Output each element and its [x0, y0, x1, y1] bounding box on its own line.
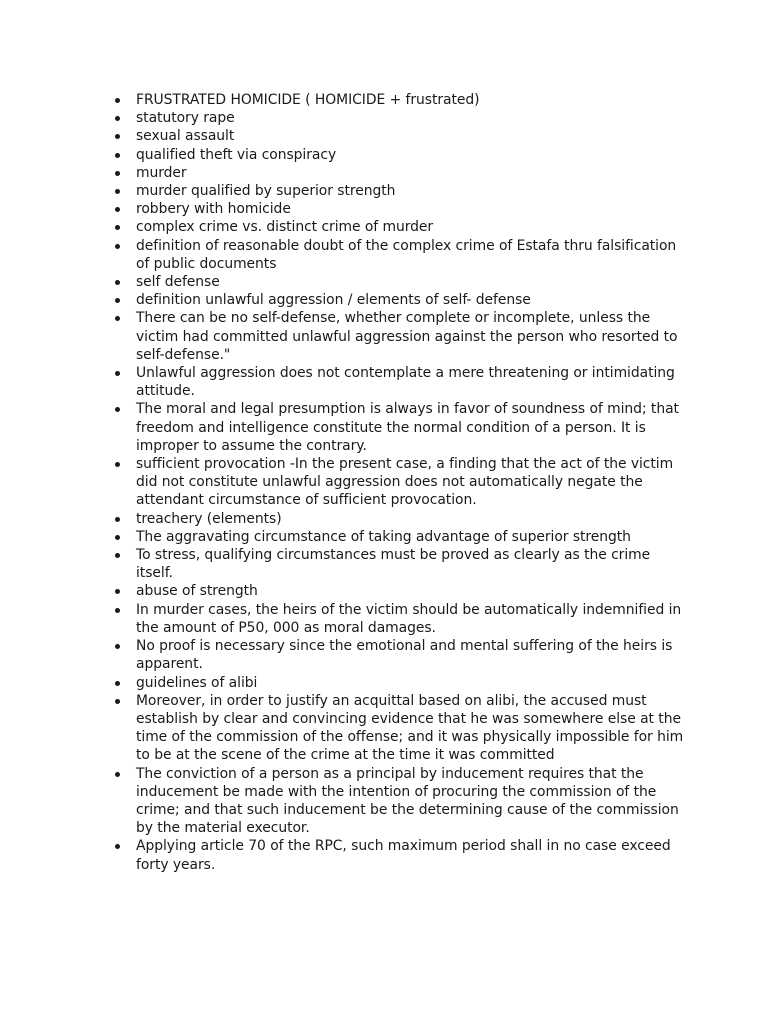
list-item-text: To stress, qualifying circumstances must be proved as clearly as the crime itself. — [136, 547, 651, 582]
list-item — [136, 637, 684, 673]
bullet-icon — [115, 644, 120, 649]
list-item — [136, 528, 684, 546]
list-item — [136, 237, 684, 273]
list-item-text: Moreover, in order to justify an acquittal based on alibi, the accused must establish by clear and convincing evidence that he was somewhere else at the time of the commission of the offense; and it was physically impossible for him to be at the scene of the crime at the time it was committed — [136, 692, 684, 764]
bullet-icon — [115, 134, 120, 139]
bullet-icon — [115, 207, 120, 212]
list-item-text: murder — [136, 164, 187, 181]
list-item — [136, 582, 684, 600]
bullet-icon — [115, 608, 120, 613]
bullet-icon — [115, 189, 120, 194]
list-item — [136, 164, 684, 182]
list-item — [136, 182, 684, 200]
list-item — [136, 91, 684, 109]
list-item — [136, 109, 684, 127]
list-item-text: murder qualified by superior strength — [136, 183, 396, 200]
list-item-text: No proof is necessary since the emotional and mental suffering of the heirs is apparent. — [136, 638, 673, 673]
bullet-icon — [115, 98, 120, 103]
list-item-text: The conviction of a person as a principal by inducement requires that the inducement be made with the intention of procuring the commission of the crime; and that such inducement be the determining cause of the commission by the material executor. — [136, 765, 679, 837]
list-item-text: definition of reasonable doubt of the complex crime of Estafa thru falsification of public documents — [136, 237, 677, 272]
bullet-icon — [115, 298, 120, 303]
list-item-text: sufficient provocation -In the present case, a finding that the act of the victim did not constitute unlawful aggression does not automatically negate the attendant circumstance of sufficient provocation. — [136, 456, 674, 509]
list-item — [136, 692, 684, 765]
list-item-text: qualified theft via conspiracy — [136, 146, 337, 163]
bullet-icon — [115, 517, 120, 522]
list-item-text: robbery with homicide — [136, 201, 291, 218]
list-item-text: In murder cases, the heirs of the victim should be automatically indemnified in the amount of P50, 000 as moral damages. — [136, 601, 682, 636]
bullet-icon — [115, 280, 120, 285]
list-item — [136, 218, 684, 236]
list-item — [136, 601, 684, 637]
bullet-icon — [115, 316, 120, 321]
list-item — [136, 200, 684, 218]
list-item-text: definition unlawful aggression / elements of self- defense — [136, 292, 531, 309]
list-item-text: Applying article 70 of the RPC, such maximum period shall in no case exceed forty years. — [136, 838, 671, 873]
bullet-icon — [115, 244, 120, 249]
list-item-text: guidelines of alibi — [136, 674, 258, 691]
list-item-text: treachery (elements) — [136, 510, 282, 527]
bullet-icon — [115, 589, 120, 594]
bullet-icon — [115, 407, 120, 412]
list-item-text: abuse of strength — [136, 583, 258, 600]
list-item — [136, 546, 684, 582]
list-item — [136, 127, 684, 145]
list-item — [136, 273, 684, 291]
list-item-text: The aggravating circumstance of taking advantage of superior strength — [136, 528, 631, 545]
bullet-icon — [115, 371, 120, 376]
bullet-icon — [115, 553, 120, 558]
bullet-list — [0, 91, 684, 874]
list-item — [136, 455, 684, 510]
list-item-text: complex crime vs. distinct crime of murder — [136, 219, 434, 236]
list-item-text: The moral and legal presumption is always in favor of soundness of mind; that freedom and intelligence constitute the normal condition of a person. It is improper to assume the contrary. — [136, 401, 679, 454]
list-item — [136, 837, 684, 873]
bullet-icon — [115, 844, 120, 849]
list-item-text: sexual assault — [136, 128, 235, 145]
bullet-icon — [115, 681, 120, 686]
list-item-text: statutory rape — [136, 110, 235, 127]
list-item — [136, 400, 684, 455]
list-item-text: There can be no self-defense, whether complete or incomplete, unless the victim had committed unlawful aggression against the person who resorted to self-defense." — [136, 310, 678, 363]
list-item — [136, 765, 684, 838]
bullet-icon — [115, 535, 120, 540]
list-item-text: FRUSTRATED HOMICIDE ( HOMICIDE + frustrated) — [136, 92, 480, 108]
list-item-text: self defense — [136, 274, 220, 291]
list-item — [136, 674, 684, 692]
list-item-text: Unlawful aggression does not contemplate a mere threatening or intimidating attitude. — [136, 365, 675, 400]
bullet-icon — [115, 171, 120, 176]
bullet-icon — [115, 699, 120, 704]
list-item — [136, 291, 684, 309]
list-item — [136, 309, 684, 364]
list-item — [136, 510, 684, 528]
bullet-icon — [115, 772, 120, 777]
list-item — [136, 364, 684, 400]
list-item — [136, 146, 684, 164]
bullet-icon — [115, 116, 120, 121]
bullet-icon — [115, 462, 120, 467]
bullet-icon — [115, 225, 120, 230]
bullet-icon — [115, 153, 120, 158]
